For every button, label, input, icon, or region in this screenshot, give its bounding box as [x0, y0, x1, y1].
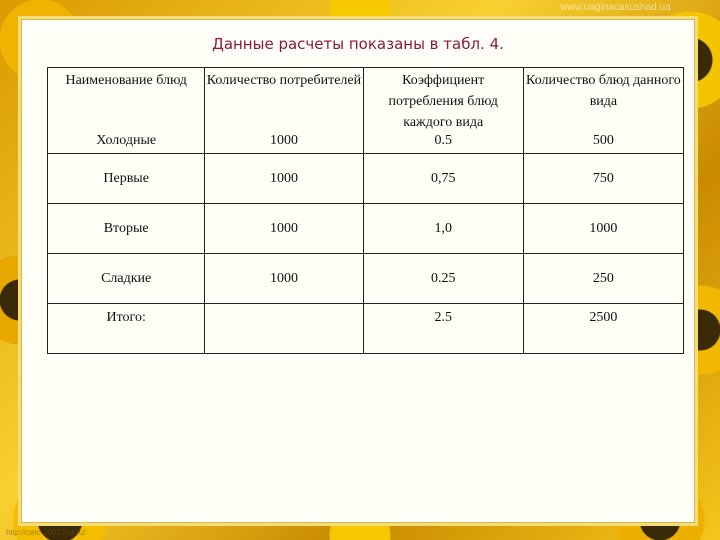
slide-title: Данные расчеты показаны в табл. 4.	[212, 35, 504, 53]
total-label: Итого:	[48, 304, 205, 354]
row-cold-count: 500	[592, 133, 614, 148]
table-cell: 250	[523, 254, 683, 304]
header-dish-count: Количество блюд данного вида	[526, 73, 681, 109]
table-cell: Первые	[48, 154, 205, 204]
header-cell	[363, 68, 523, 154]
dishes-table	[47, 67, 684, 354]
table-row	[48, 254, 684, 304]
table-header-row	[48, 68, 684, 154]
row-cold-consumers: 1000	[269, 133, 298, 148]
table-cell: 750	[523, 154, 683, 204]
header-cell	[48, 68, 205, 154]
table-cell: 1000	[205, 254, 363, 304]
table-cell: 0,75	[363, 154, 523, 204]
watermark-bottom: http://ceic-2003.nar.ru/	[6, 528, 86, 537]
header-consumers: Количество потребителей	[206, 73, 362, 88]
table-cell: 1000	[523, 204, 683, 254]
table-cell: 1000	[205, 204, 363, 254]
table-row	[48, 204, 684, 254]
header-cell	[523, 68, 683, 154]
table-row	[48, 154, 684, 204]
header-cell	[205, 68, 363, 154]
table-cell: Вторые	[48, 204, 205, 254]
table-cell: 1,0	[363, 204, 523, 254]
table-cell: Сладкие	[48, 254, 205, 304]
slide	[18, 16, 698, 526]
total-count: 2500	[523, 304, 683, 354]
table-total-row	[48, 304, 684, 354]
header-coefficient: Коэффициент потребления блюд каждого вида	[388, 73, 498, 130]
total-consumers	[205, 304, 363, 354]
watermark-top: www.uaginacasushad.ua	[560, 2, 671, 13]
table-cell: 0.25	[363, 254, 523, 304]
header-dish-name: Наименование блюд	[65, 73, 187, 88]
row-cold-name: Холодные	[96, 133, 157, 148]
total-coefficient: 2.5	[363, 304, 523, 354]
row-cold-coefficient: 0.5	[434, 133, 452, 148]
table-cell: 1000	[205, 154, 363, 204]
